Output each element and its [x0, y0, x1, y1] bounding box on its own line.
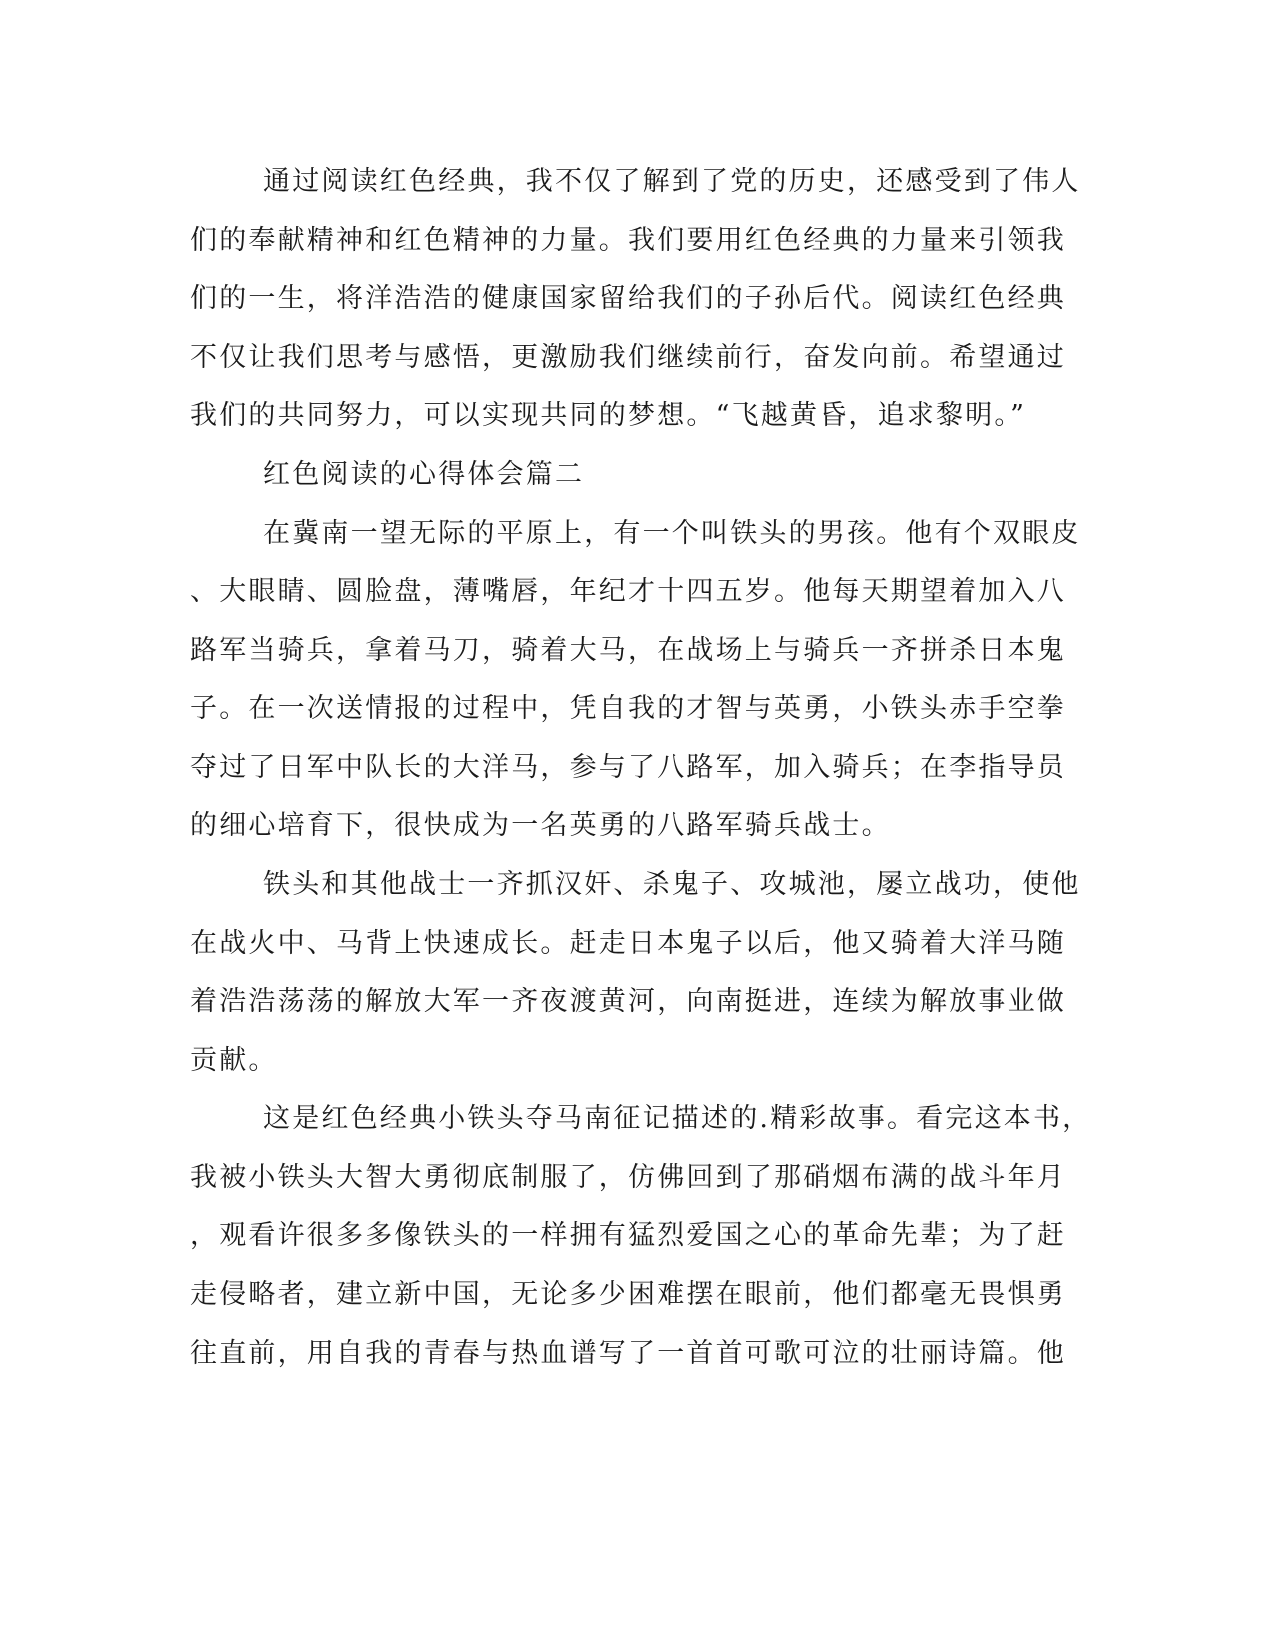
paragraph-line: 铁头和其他战士一齐抓汉奸、杀鬼子、攻城池，屡立战功，使他	[263, 869, 1081, 900]
paragraph-line: 不仅让我们思考与感悟，更激励我们继续前行，奋发向前。希望通过	[190, 342, 1066, 373]
paragraph-line: 夺过了日军中队长的大洋马，参与了八路军，加入骑兵；在李指导员	[190, 752, 1066, 783]
paragraph-line: 我被小铁头大智大勇彻底制服了，仿佛回到了那硝烟布满的战斗年月	[190, 1162, 1066, 1193]
paragraph-line: 贡献。	[190, 1045, 278, 1076]
paragraph-line: 往直前，用自我的青春与热血谱写了一首首可歌可泣的壮丽诗篇。他	[190, 1338, 1066, 1369]
paragraph-line: 通过阅读红色经典，我不仅了解到了党的历史，还感受到了伟人	[263, 166, 1081, 197]
paragraph-line: 们的奉献精神和红色精神的力量。我们要用红色经典的力量来引领我	[190, 225, 1066, 256]
paragraph-line: 、大眼睛、圆脸盘，薄嘴唇，年纪才十四五岁。他每天期望着加入八	[190, 576, 1066, 607]
paragraph-line: 子。在一次送情报的过程中，凭自我的才智与英勇，小铁头赤手空拳	[190, 693, 1066, 724]
paragraph-line: 在战火中、马背上快速成长。赶走日本鬼子以后，他又骑着大洋马随	[190, 928, 1066, 959]
paragraph-line: ，观看许很多多像铁头的一样拥有猛烈爱国之心的革命先辈；为了赶	[190, 1220, 1066, 1251]
paragraph-line: 路军当骑兵，拿着马刀，骑着大马，在战场上与骑兵一齐拼杀日本鬼	[190, 635, 1066, 666]
paragraph-line: 我们的共同努力，可以实现共同的梦想。“飞越黄昏，追求黎明。”	[190, 400, 1027, 431]
paragraph-line: 的细心培育下，很快成为一名英勇的八路军骑兵战士。	[190, 810, 891, 841]
paragraph-line: 这是红色经典小铁头夺马南征记描述的.精彩故事。看完这本书，	[263, 1103, 1092, 1134]
paragraph-line: 在冀南一望无际的平原上，有一个叫铁头的男孩。他有个双眼皮	[263, 518, 1081, 549]
section-heading: 红色阅读的心得体会篇二	[263, 459, 585, 490]
paragraph-line: 着浩浩荡荡的解放大军一齐夜渡黄河，向南挺进，连续为解放事业做	[190, 986, 1066, 1017]
paragraph-line: 走侵略者，建立新中国，无论多少困难摆在眼前，他们都毫无畏惧勇	[190, 1279, 1066, 1310]
paragraph-line: 们的一生，将洋浩浩的健康国家留给我们的子孙后代。阅读红色经典	[190, 283, 1066, 314]
